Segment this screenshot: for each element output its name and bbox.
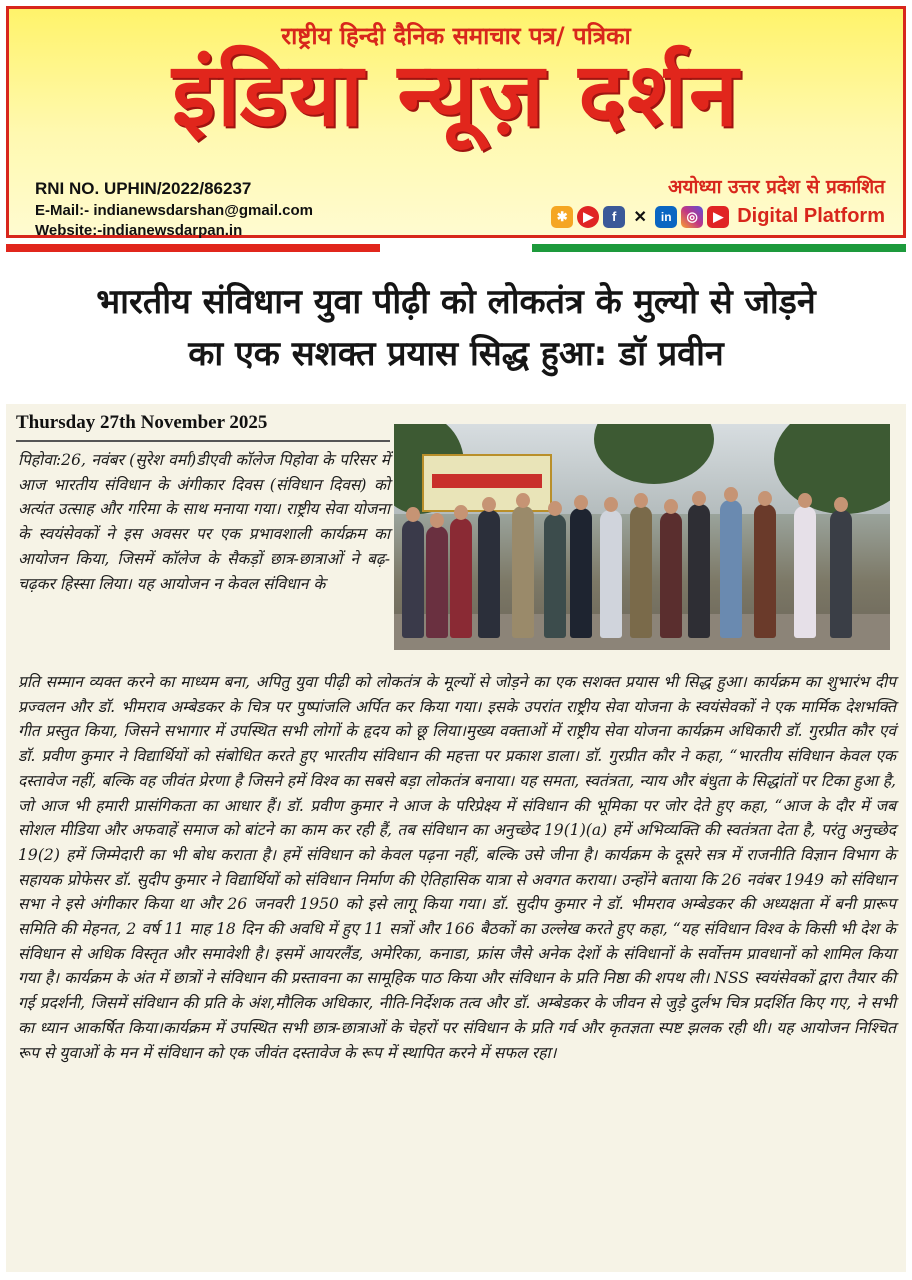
photo-person-head <box>604 497 618 512</box>
newspaper-logo: इंडिया न्यूज़ दर्शन <box>172 43 740 146</box>
masthead <box>6 6 906 238</box>
facebook-icon[interactable]: f <box>603 206 625 228</box>
divider-green <box>532 244 906 252</box>
photo-person <box>600 510 622 638</box>
photo-person-head <box>574 495 588 510</box>
rni-number: RNI NO. UPHIN/2022/86237 <box>35 179 252 198</box>
linkedin-icon[interactable]: in <box>655 206 677 228</box>
contact-website: Website:-indianewsdarpan.in <box>35 222 243 239</box>
photo-person-head <box>482 497 496 512</box>
event-group-photo <box>394 424 890 650</box>
contact-email: E-Mail:- indianewsdarshan@gmail.com <box>35 202 314 219</box>
photo-person <box>688 504 710 638</box>
photo-person-head <box>664 499 678 514</box>
koo-icon[interactable]: ✱ <box>551 206 573 228</box>
photo-person <box>754 504 776 638</box>
youtube-circle-icon[interactable]: ▶ <box>577 206 599 228</box>
photo-person <box>402 520 424 638</box>
photo-person <box>794 506 816 638</box>
photo-person <box>512 506 534 638</box>
digital-platform <box>551 205 885 228</box>
article-lead-text: पिहोवा:26, नवंबर (सुरेश वर्मा)डीएवी कॉलेज पिहोवा के परिसर में आज भारतीय संविधान के अंगीकार दिवस (संविधान दिवस) को अत्यंत उत्साह और गरिमा के साथ मनाया गया। राष्ट्रीय सेवा योजना के स्वयंसेवकों ने इस अवसर पर एक प्रभावशाली कार्यक्रम का आयोजन किया, जिसमें कॉलेज के सैकड़ों छात्र-छात्राओं ने बढ़-चढ़कर हिस्सा लिया। यह आयोजन न केवल संविधान के <box>18 451 390 593</box>
photo-person-head <box>516 493 530 508</box>
headline-line-2: का एक सशक्त प्रयास सिद्ध हुआ: डॉ प्रवीन <box>188 334 724 374</box>
photo-person-head <box>548 501 562 516</box>
photo-person <box>450 518 472 638</box>
photo-person-head <box>692 491 706 506</box>
date-divider <box>16 440 390 442</box>
x-icon[interactable]: ✕ <box>633 208 647 226</box>
photo-person <box>570 508 592 638</box>
photo-person-head <box>834 497 848 512</box>
photo-person-head <box>454 505 468 520</box>
published-from: अयोध्या उत्तर प्रदेश से प्रकाशित <box>668 176 885 198</box>
photo-person-head <box>430 513 444 528</box>
photo-person <box>720 500 742 638</box>
article-date: Thursday 27th November 2025 <box>16 412 268 433</box>
photo-person-head <box>406 507 420 522</box>
photo-person <box>630 506 652 638</box>
youtube-icon[interactable]: ▶ <box>707 206 729 228</box>
photo-person <box>544 514 566 638</box>
photo-person-head <box>724 487 738 502</box>
instagram-icon[interactable]: ◎ <box>681 206 703 228</box>
photo-person-head <box>634 493 648 508</box>
headline <box>20 276 892 380</box>
photo-person <box>478 510 500 638</box>
photo-person <box>830 510 852 638</box>
article-body-text: प्रति सम्मान व्यक्त करने का माध्यम बना, अपितु युवा पीढ़ी को लोकतंत्र के मूल्यों से जोड़ने का एक सशक्त प्रयास भी सिद्ध हुआ। कार्यक्रम का शुभारंभ दीप प्रज्वलन और डॉ. भीमराव अम्बेडकर के चित्र पर पुष्पांजलि अर्पित कर किया गया। इसके उपरांत राष्ट्रीय सेवा योजना के स्वयंसेवकों ने एक मार्मिक देशभक्ति गीत प्रस्तुत किया, जिसने सभागार में उपस्थित सभी लोगों के हृदय को छू लिया।मुख्य वक्ताओं में राष्ट्रीय सेवा योजना कार्यक्रम अधिकारी डॉ. गुरप्रीत कौर एवं डॉ. प्रवीण कुमार ने विद्यार्थियों को संबोधित करते हुए भारतीय संविधान की महत्ता पर प्रकाश डाला। डॉ. गुरप्रीत कौर ने कहा, “भारतीय संविधान केवल एक दस्तावेज नहीं, बल्कि वह जीवंत प्रेरणा है जिसने हमें विश्व का सबसे बड़ा लोकतंत्र बनाया। यह समता, स्वतंत्रता, न्याय और बंधुता के सिद्धांतों पर टिका हुआ है, जो आज भी हमारी प्रासंगिकता का आधार हैं। डॉ. प्रवीण कुमार ने आज के परिप्रेक्ष्य में संविधान की भूमिका पर जोर देते हुए कहा, “आज के दौर में जब सोशल मीडिया और अफवाहें समाज को बांटने का काम कर रही हैं, तब संविधान का अनुच्छेद 19(1)(a) हमें अभिव्यक्ति की स्वतंत्रता देता है, परंतु अनुच्छेद 19(2) हमें जिम्मेदारी का भी बोध कराता है। हमें संविधान को केवल पढ़ना नहीं, बल्कि उसे जीना है। कार्यक्रम के दूसरे सत्र में राजनीति विज्ञान विभाग के सहायक प्रोफेसर डॉ. सुदीप कुमार ने विद्यार्थियों को संविधान निर्माण की ऐतिहासिक यात्रा से अवगत कराया। उन्होंने बताया कि 26 नवंबर 1949 को संविधान सभा ने इसे अंगीकार किया था और 26 जनवरी 1950 को इसे लागू किया गया। डॉ. सुदीप कुमार ने डॉ. भीमराव अम्बेडकर की अध्यक्षता में बनी प्रारूप समिति की मेहनत, 2 वर्ष 11 माह 18 दिन की अवधि में हुए 11 सत्रों और 166 बैठकों का उल्लेख करते हुए कहा, “यह संविधान विश्व के किसी भी देश के संविधान से अधिक विस्तृत और समावेशी है। इसमें आयरलैंड, अमेरिका, कनाडा, फ्रांस जैसे अनेक देशों के संविधानों के सर्वोत्तम प्रावधानों को शामिल किया गया है। कार्यक्रम के अंत में छात्रों ने संविधान की प्रस्तावना का सामूहिक पाठ किया और संविधान के प्रति निष्ठा की शपथ ली। NSS स्वयंसेवकों द्वारा तैयार की गई प्रदर्शनी, जिसमें संविधान की प्रति के अंश,मौलिक अधिकार, नीति-निर्देशक तत्व और डॉ. अम्बेडकर के जीवन से जुड़े दुर्लभ चित्र प्रदर्शित किए गए, ने सभी का ध्यान आकर्षित किया।कार्यक्रम में उपस्थित सभी छात्र-छात्राओं के चेहरों पर संविधान के प्रति गर्व और कृतज्ञता स्पष्ट झलक रही थी। यह आयोजन निश्चित रूप से युवाओं के मन में संविधान को एक जीवंत दस्तावेज के रूप में स्थापित करने में सफल रहा। <box>18 673 896 1062</box>
masthead-tagline: राष्ट्रीय हिन्दी दैनिक समाचार पत्र/ पत्रिका <box>281 22 631 50</box>
photo-person-head <box>758 491 772 506</box>
divider-red <box>6 244 380 252</box>
headline-line-1: भारतीय संविधान युवा पीढ़ी को लोकतंत्र के मुल्यो से जोड़ने <box>96 282 816 322</box>
photo-person <box>426 526 448 638</box>
article <box>6 404 906 1272</box>
digital-platform-label: Digital Platform <box>737 205 885 227</box>
photo-person-head <box>798 493 812 508</box>
photo-person <box>660 512 682 638</box>
